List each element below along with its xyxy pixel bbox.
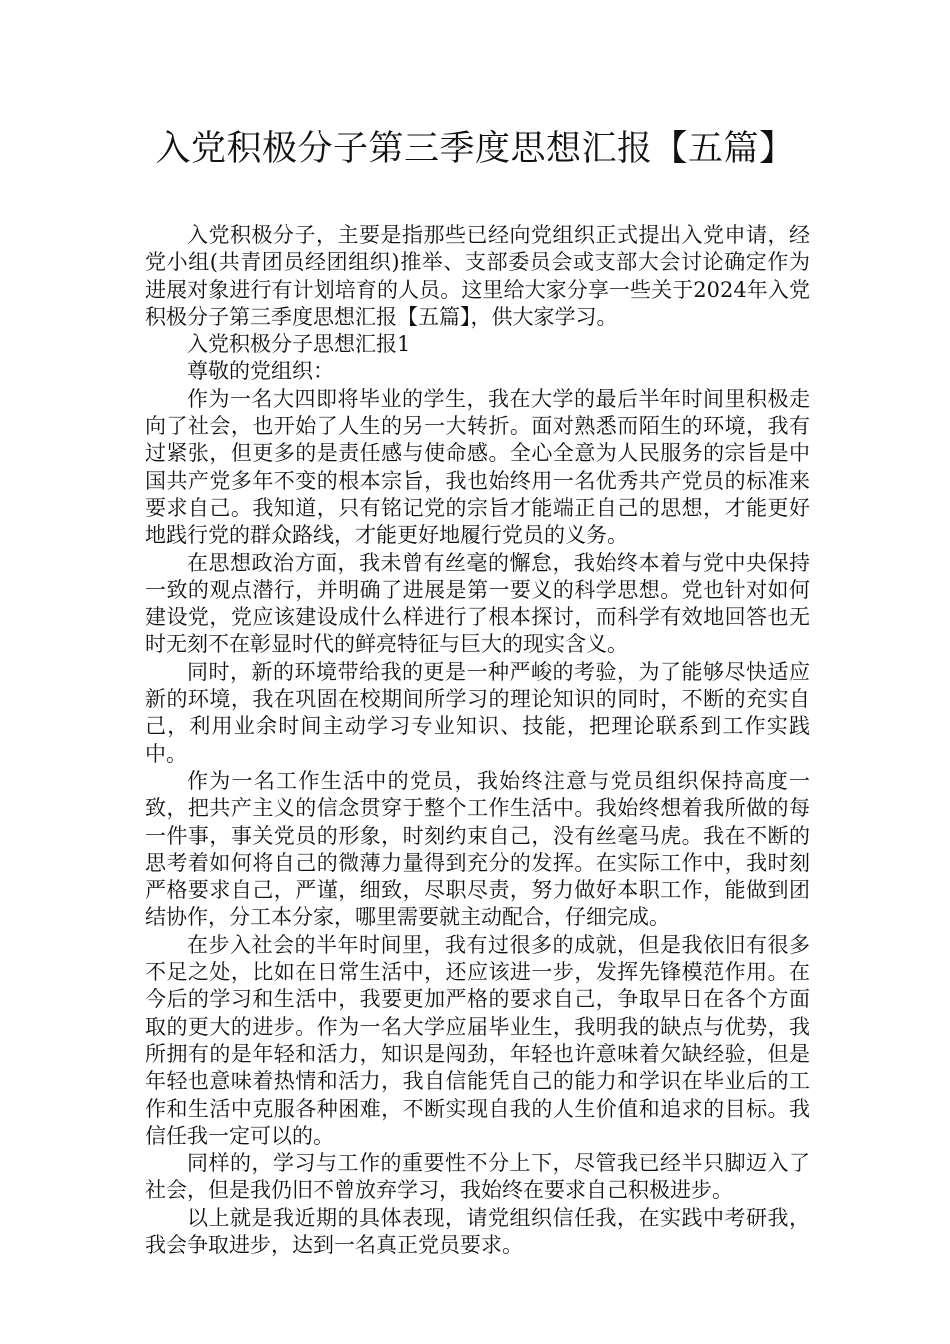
paragraph: 同时，新的环境带给我的更是一种严峻的考验，为了能够尽快适应新的环境，我在巩固在校期间所学习的理论知识的同时，不断的充实自己，利用业余时间主动学习专业知识、技能，把理论联系到工作实践中。 [145,659,810,766]
paragraph: 在思想政治方面，我未曾有丝毫的懈怠，我始终本着与党中央保持一致的观点潜行，并明确了进展是第一要义的科学思想。党也针对如何建设党，党应该建设成什么样进行了根本探讨，而科学有效地回答也无时无刻不在彰显时代的鲜亮特征与巨大的现实含义。 [145,550,810,657]
document-body [145,222,810,1259]
paragraph: 作为一名大四即将毕业的学生，我在大学的最后半年时间里积极走向了社会，也开始了人生的另一大转折。面对熟悉而陌生的环境，我有过紧张，但更多的是责任感与使命感。全心全意为人民服务的宗旨是中国共产党多年不变的根本宗旨，我也始终用一名优秀共产党员的标准来要求自己。我知道，只有铭记党的宗旨才能端正自己的思想，才能更好地践行党的群众路线，才能更好地履行党员的义务。 [145,386,810,548]
paragraph: 作为一名工作生活中的党员，我始终注意与党员组织保持高度一致，把共产主义的信念贯穿于整个工作生活中。我始终想着我所做的每一件事，事关党员的形象，时刻约束自己，没有丝毫马虎。我在不断的思考着如何将自己的微薄力量得到充分的发挥。在实际工作中，我时刻严格要求自己，严谨，细致，尽职尽责，努力做好本职工作，能做到团结协作，分工本分家，哪里需要就主动配合，仔细完成。 [145,768,810,930]
section-heading: 入党积极分子思想汇报1 [187,332,411,357]
paragraph-closing: 以上就是我近期的具体表现，请党组织信任我，在实践中考研我，我会争取进步，达到一名真正党员要求。 [145,1205,810,1257]
paragraph: 同样的，学习与工作的重要性不分上下，尽管我已经半只脚迈入了社会，但是我仍旧不曾放弃学习，我始终在要求自己积极进步。 [145,1151,810,1203]
paragraph-intro: 入党积极分子，主要是指那些已经向党组织正式提出入党申请，经党小组(共青团员经团组织)推举、支部委员会或支部大会讨论确定作为进展对象进行有计划培育的人员。这里给大家分享一些关于2024年入党积极分子第三季度思想汇报【五篇】，供大家学习。 [145,223,810,329]
paragraph: 在步入社会的半年时间里，我有过很多的成就，但是我依旧有很多不足之处，比如在日常生活中，还应该进一步，发挥先锋模范作用。在今后的学习和生活中，我要更加严格的要求自己，争取早日在各个方面取的更大的进步。作为一名大学应届毕业生，我明我的缺点与优势，我所拥有的是年轻和活力，知识是闯劲，年轻也许意味着欠缺经验，但是年轻也意味着热情和活力，我自信能凭自己的能力和学识在毕业后的工作和生活中克服各种困难，不断实现自我的人生价值和追求的目标。我信任我一定可以的。 [145,932,810,1148]
document-title: 入党积极分子第三季度思想汇报【五篇】 [155,129,795,169]
salutation: 尊敬的党组织： [187,359,334,384]
